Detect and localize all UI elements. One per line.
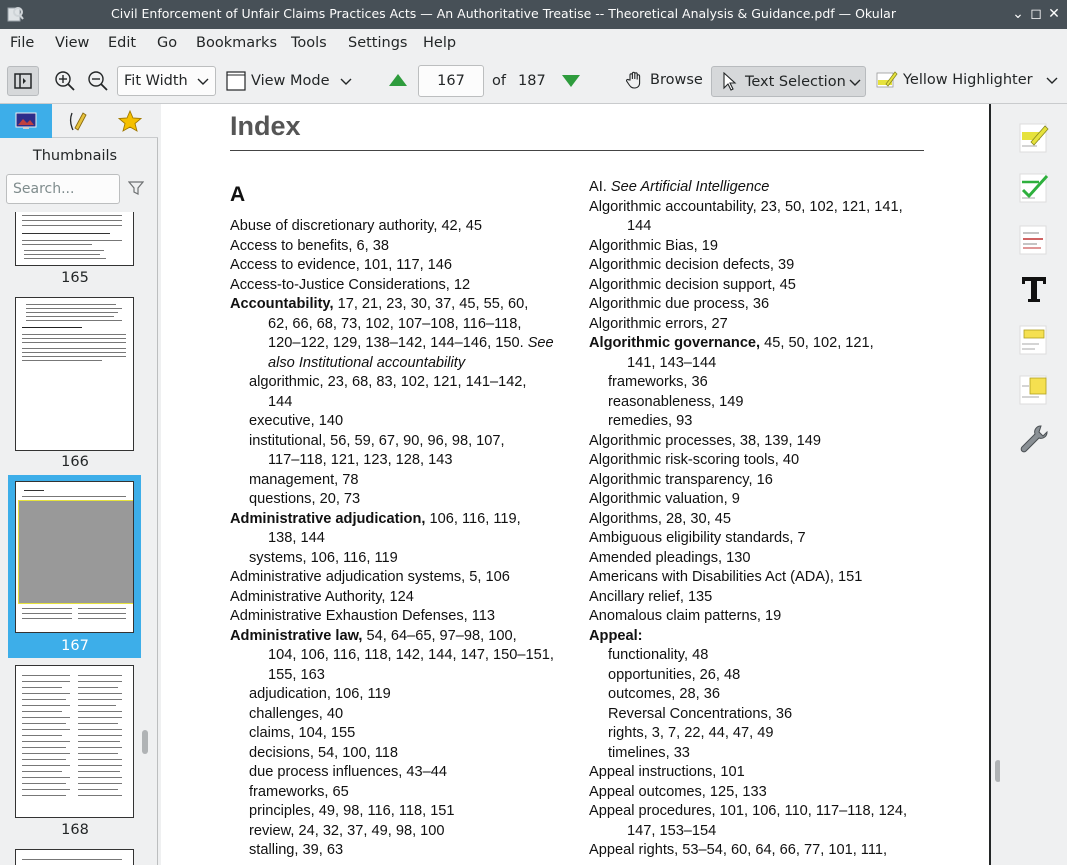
title-bar xyxy=(0,0,1067,29)
index-subentry xyxy=(230,549,570,569)
index-entry xyxy=(589,568,934,588)
index-entry-text: Administrative Exhaustion Defenses, 113 xyxy=(230,608,495,624)
index-subentry xyxy=(589,666,934,686)
index-entry-text: Access to evidence, 101, 117, 146 xyxy=(230,257,453,273)
index-entry-text: Algorithmic processes, 38, 139, 149 xyxy=(589,432,822,449)
index-entry-continuation xyxy=(230,451,570,471)
index-entry-text: 104, 106, 116, 118, 142, 144, 147, 150–151, xyxy=(268,647,554,663)
index-entry-text: 17, 21, 23, 30, 37, 45, 55, 60, xyxy=(333,296,529,312)
index-subentry xyxy=(230,802,570,822)
index-entry-text: Administrative adjudication systems, 5, 106 xyxy=(230,569,510,585)
configure-annotations-button[interactable] xyxy=(1017,422,1051,456)
thumbnail-label-selected: 167 xyxy=(61,638,89,654)
index-entry-text: Appeal instructions, 101 xyxy=(589,764,745,780)
thumbnails-icon xyxy=(15,112,37,130)
menu-view[interactable]: View xyxy=(55,35,90,51)
index-entry-text: 106, 116, 119, xyxy=(425,510,521,527)
page-total-label: 187 xyxy=(518,73,546,89)
index-entry xyxy=(589,529,934,549)
index-entry-text: Algorithmic errors, 27 xyxy=(589,315,728,332)
index-entry xyxy=(589,490,934,510)
index-entry-text: outcomes, 28, 36 xyxy=(608,686,720,702)
thumbnail-scrollbar[interactable] xyxy=(141,216,149,865)
zoom-in-icon xyxy=(54,70,76,92)
index-entry-text: 144 xyxy=(627,218,652,234)
index-entry xyxy=(589,841,934,861)
index-entry xyxy=(589,256,934,276)
menu-tools[interactable]: Tools xyxy=(291,35,327,51)
strikeout-icon xyxy=(1017,222,1051,256)
index-entry-text: Reversal Concentrations, 36 xyxy=(608,705,793,722)
index-entry-text: Amended pleadings, 130 xyxy=(589,549,751,566)
index-subentry xyxy=(230,685,570,705)
index-entry-text: Appeal outcomes, 125, 133 xyxy=(589,783,767,800)
filter-icon[interactable] xyxy=(128,180,144,196)
index-entry-text: Americans with Disabilities Act (ADA), 151 xyxy=(589,569,863,585)
index-entry xyxy=(589,295,934,315)
pencil-note-icon xyxy=(67,110,89,132)
menu-file[interactable]: File xyxy=(10,35,35,51)
browse-label: Browse xyxy=(650,72,703,88)
index-entry-continuation xyxy=(589,217,934,237)
index-subentry xyxy=(589,705,934,725)
index-entry-text: claims, 104, 155 xyxy=(249,725,356,741)
index-entry-continuation xyxy=(230,334,570,354)
thumbnail-list xyxy=(0,212,150,865)
index-entry xyxy=(230,510,570,530)
index-entry-text: 144 xyxy=(268,393,293,410)
index-entry-continuation xyxy=(230,666,570,686)
index-entry-text: 147, 153–154 xyxy=(627,822,717,839)
index-entry-text: functionality, 48 xyxy=(608,647,709,663)
index-entry-text: Anomalous claim patterns, 19 xyxy=(589,608,782,624)
index-entry-continuation xyxy=(230,393,570,413)
index-entry xyxy=(589,178,934,198)
index-entry xyxy=(589,471,934,491)
index-entry xyxy=(589,198,934,218)
index-entry xyxy=(589,549,934,569)
index-entry xyxy=(230,276,570,296)
index-entry xyxy=(589,276,934,296)
thumbnail-page-166[interactable] xyxy=(15,297,134,451)
index-subentry xyxy=(589,412,934,432)
index-entry-text: due process influences, 43–44 xyxy=(249,764,447,780)
zoom-in-button[interactable] xyxy=(54,70,76,92)
index-entry-text: Algorithmic decision support, 45 xyxy=(589,276,796,293)
index-entry xyxy=(230,256,570,276)
index-entry-continuation xyxy=(230,354,570,374)
index-cross-reference: also Institutional accountability xyxy=(268,354,466,371)
index-entry-text: Algorithmic Bias, 19 xyxy=(589,237,718,254)
thumbnail-page-169[interactable] xyxy=(15,849,134,865)
index-subentry xyxy=(230,763,570,783)
index-subentry xyxy=(230,705,570,725)
okular-app-icon xyxy=(6,5,24,23)
chevron-down-icon xyxy=(340,75,352,87)
annotation-toolbar xyxy=(1000,104,1067,865)
index-subentry xyxy=(230,412,570,432)
index-entry xyxy=(589,763,934,783)
zoom-out-icon xyxy=(87,70,109,92)
tab-bookmarks[interactable] xyxy=(104,104,156,138)
index-entry-text: Access to benefits, 6, 38 xyxy=(230,237,389,254)
index-subentry xyxy=(589,393,934,413)
index-entry-text: frameworks, 65 xyxy=(249,783,349,800)
tab-thumbnails[interactable] xyxy=(0,104,52,138)
index-entry xyxy=(589,783,934,803)
index-entry-text: Algorithmic accountability, 23, 50, 102, 121, 141, xyxy=(589,198,903,215)
index-subentry xyxy=(230,373,570,393)
underline-annotation-button[interactable] xyxy=(1017,170,1051,204)
index-entry-text: 117–118, 121, 123, 128, 143 xyxy=(268,452,453,468)
menu-bookmarks[interactable]: Bookmarks xyxy=(196,35,278,51)
index-entry-text: 120–122, 129, 138–142, 144–146, 150. xyxy=(268,335,528,351)
star-icon xyxy=(118,110,142,132)
index-entry xyxy=(589,588,934,608)
index-left-column xyxy=(230,181,570,861)
index-entry-text: AI. xyxy=(589,179,611,195)
index-entry xyxy=(589,315,934,335)
index-entry xyxy=(589,451,934,471)
highlighter-label: Yellow Highlighter xyxy=(903,72,1033,88)
popup-note-button[interactable] xyxy=(1017,372,1051,406)
index-entry-text: 62, 66, 68, 73, 102, 107–108, 116–118, xyxy=(268,315,522,332)
tab-annotations[interactable] xyxy=(52,104,104,138)
hand-icon xyxy=(625,70,645,90)
index-entry xyxy=(589,237,934,257)
index-entry-text: institutional, 56, 59, 67, 90, 96, 98, 107, xyxy=(249,432,505,449)
index-entry-text: 141, 143–144 xyxy=(627,354,717,371)
previous-page-button[interactable] xyxy=(388,73,408,87)
thumbnails-title: Thumbnails xyxy=(32,148,118,164)
index-entry-text: reasonableness, 149 xyxy=(608,393,744,410)
index-subentry xyxy=(589,646,934,666)
index-entry xyxy=(230,295,570,315)
index-entry-text: Algorithmic valuation, 9 xyxy=(589,491,740,507)
index-entry-text: Ambiguous eligibility standards, 7 xyxy=(589,530,806,546)
page-of-label: of xyxy=(492,73,506,89)
index-entry xyxy=(230,607,570,627)
sidebar-toggle-icon xyxy=(14,73,32,89)
index-right-column xyxy=(589,178,934,861)
thumbnail-label: 166 xyxy=(61,454,89,470)
index-entry-text: Administrative Authority, 124 xyxy=(230,588,414,605)
index-subentry xyxy=(230,744,570,764)
index-entry-text: rights, 3, 7, 22, 44, 47, 49 xyxy=(608,725,774,741)
chevron-down-icon xyxy=(197,75,209,87)
index-entry-term: Appeal: xyxy=(589,627,643,644)
thumbnail-label: 165 xyxy=(61,270,89,286)
index-entry-text: challenges, 40 xyxy=(249,705,344,722)
thumbnail-page-168[interactable] xyxy=(15,665,134,818)
index-entry xyxy=(589,334,934,354)
highlighter-icon xyxy=(1017,120,1051,154)
index-subentry xyxy=(230,724,570,744)
zoom-mode-value: Fit Width xyxy=(124,73,188,89)
strikeout-annotation-button[interactable] xyxy=(1017,222,1051,256)
index-entry-text: Algorithms, 28, 30, 45 xyxy=(589,510,731,527)
zoom-out-button[interactable] xyxy=(87,70,109,92)
thumbnail-label: 168 xyxy=(61,822,89,838)
menu-edit[interactable]: Edit xyxy=(108,35,137,51)
menu-go[interactable]: Go xyxy=(157,35,178,51)
main-toolbar xyxy=(0,58,1067,104)
index-entry-continuation xyxy=(230,529,570,549)
index-subentry xyxy=(230,490,570,510)
index-entry-text: adjudication, 106, 119 xyxy=(249,686,391,702)
cursor-arrow-icon xyxy=(722,72,738,92)
index-subentry xyxy=(589,724,934,744)
index-entry-text: Appeal procedures, 101, 106, 110, 117–118, 124, xyxy=(589,803,908,819)
index-entry-text: principles, 49, 98, 116, 118, 151 xyxy=(249,803,455,819)
index-subentry xyxy=(589,685,934,705)
toggle-sidebar-button[interactable] xyxy=(7,66,39,96)
check-underline-icon xyxy=(1017,170,1051,204)
index-entry-term: Algorithmic governance, xyxy=(589,335,761,351)
close-icon[interactable]: ✕ xyxy=(1048,6,1060,22)
browse-tool-button[interactable] xyxy=(625,70,703,90)
index-entry-text: decisions, 54, 100, 118 xyxy=(249,744,399,761)
index-entry-text: A xyxy=(230,183,246,206)
index-entry-text: 155, 163 xyxy=(268,666,325,683)
index-entry-text: questions, 20, 73 xyxy=(249,491,361,507)
page-number-input[interactable] xyxy=(418,65,484,97)
maximize-icon[interactable]: ◻ xyxy=(1030,6,1042,22)
index-entry-text: management, 78 xyxy=(249,471,359,488)
index-entry-term: Administrative adjudication, xyxy=(230,510,426,527)
index-entry-continuation xyxy=(230,315,570,335)
page-heading: Index xyxy=(230,111,301,141)
index-entry xyxy=(589,510,934,530)
index-entry xyxy=(230,627,570,647)
text-selection-tool-button[interactable] xyxy=(711,66,866,97)
index-cross-reference: See xyxy=(527,335,554,351)
index-entry-text: executive, 140 xyxy=(249,413,344,429)
index-entry-text: 45, 50, 102, 121, xyxy=(760,335,874,351)
index-subentry xyxy=(589,373,934,393)
thumbnail-page-165[interactable] xyxy=(15,212,134,266)
inline-note-icon xyxy=(1017,322,1051,356)
thumbnails-panel xyxy=(0,138,158,865)
index-entry-text: systems, 106, 116, 119 xyxy=(249,549,398,566)
index-subentry xyxy=(230,841,570,861)
index-entry-text: Algorithmic risk-scoring tools, 40 xyxy=(589,452,800,468)
index-entry-text: Appeal rights, 53–54, 60, 64, 66, 77, 101, 111, xyxy=(589,842,888,858)
current-page-value: 167 xyxy=(437,73,465,89)
typewriter-annotation-button[interactable] xyxy=(1017,272,1051,306)
index-entry-term: Accountability, xyxy=(230,296,334,312)
index-entry xyxy=(589,627,934,647)
index-entry-text: Algorithmic due process, 36 xyxy=(589,296,770,312)
index-entry xyxy=(230,217,570,237)
index-subentry xyxy=(230,471,570,491)
index-entry xyxy=(230,568,570,588)
zoom-mode-combo[interactable] xyxy=(117,66,216,96)
index-subentry xyxy=(589,744,934,764)
index-entry xyxy=(589,432,934,452)
arrow-up-icon xyxy=(388,73,408,87)
index-entry-text: stalling, 39, 63 xyxy=(249,842,344,858)
index-entry-text: review, 24, 32, 37, 49, 98, 100 xyxy=(249,822,445,839)
menu-help[interactable]: Help xyxy=(423,35,457,51)
thumbnail-search-input[interactable]: Search... xyxy=(6,174,120,204)
next-page-button[interactable] xyxy=(561,74,581,88)
inline-note-button[interactable] xyxy=(1017,322,1051,356)
index-subentry xyxy=(230,822,570,842)
index-entry-text: Algorithmic transparency, 16 xyxy=(589,471,773,488)
index-cross-reference: See Artificial Intelligence xyxy=(610,179,770,195)
heading-rule xyxy=(230,150,924,151)
document-page xyxy=(161,104,991,865)
menu-settings[interactable]: Settings xyxy=(348,35,408,51)
index-entry-text: Algorithmic decision defects, 39 xyxy=(589,257,795,273)
index-subentry xyxy=(230,432,570,452)
index-entry-text: Access-to-Justice Considerations, 12 xyxy=(230,276,471,293)
text-selection-label: Text Selection xyxy=(745,73,846,90)
chevron-down-icon xyxy=(1046,74,1058,86)
index-entry xyxy=(230,588,570,608)
highlight-annotation-button[interactable] xyxy=(1017,120,1051,154)
index-entry-continuation xyxy=(230,646,570,666)
index-entry-term: Administrative law, xyxy=(230,627,363,644)
chevron-down-icon xyxy=(849,76,861,88)
popup-note-icon xyxy=(1017,372,1051,406)
thumbnail-page-167[interactable] xyxy=(15,481,134,633)
index-entry-text: remedies, 93 xyxy=(608,413,693,429)
view-mode-button[interactable] xyxy=(226,71,352,91)
text-t-icon xyxy=(1017,272,1051,306)
index-entry xyxy=(589,607,934,627)
index-letter-heading xyxy=(230,183,570,207)
index-entry-text: 138, 144 xyxy=(268,530,325,546)
wrench-icon xyxy=(1017,422,1051,456)
index-entry-continuation xyxy=(589,822,934,842)
index-entry-text: timelines, 33 xyxy=(608,744,690,761)
index-entry-text: Ancillary relief, 135 xyxy=(589,588,713,605)
highlighter-icon xyxy=(876,69,898,91)
arrow-down-icon xyxy=(561,74,581,88)
index-entry-text: 54, 64–65, 97–98, 100, xyxy=(362,627,517,644)
index-entry-text: opportunities, 26, 48 xyxy=(608,666,741,683)
window-title: Civil Enforcement of Unfair Claims Practices Acts — An Authoritative Treatise -- Theoretical Analysis & Guidance.pdf — Okular xyxy=(111,6,896,21)
document-viewer[interactable] xyxy=(159,104,997,865)
index-entry xyxy=(589,802,934,822)
view-mode-label: View Mode xyxy=(251,73,330,89)
index-entry-text: frameworks, 36 xyxy=(608,374,708,390)
index-entry-continuation xyxy=(589,354,934,374)
index-subentry xyxy=(230,783,570,803)
index-entry-text: algorithmic, 23, 68, 83, 102, 121, 141–142, xyxy=(249,374,527,390)
view-mode-icon xyxy=(226,71,246,91)
index-entry xyxy=(230,237,570,257)
index-entry-text: Abuse of discretionary authority, 42, 45 xyxy=(230,218,483,234)
sidebar-tab-bar xyxy=(0,104,158,138)
menu-bar xyxy=(0,29,1067,58)
highlighter-tool-button[interactable] xyxy=(876,69,1058,91)
minimize-icon[interactable]: ⌄ xyxy=(1012,6,1024,22)
